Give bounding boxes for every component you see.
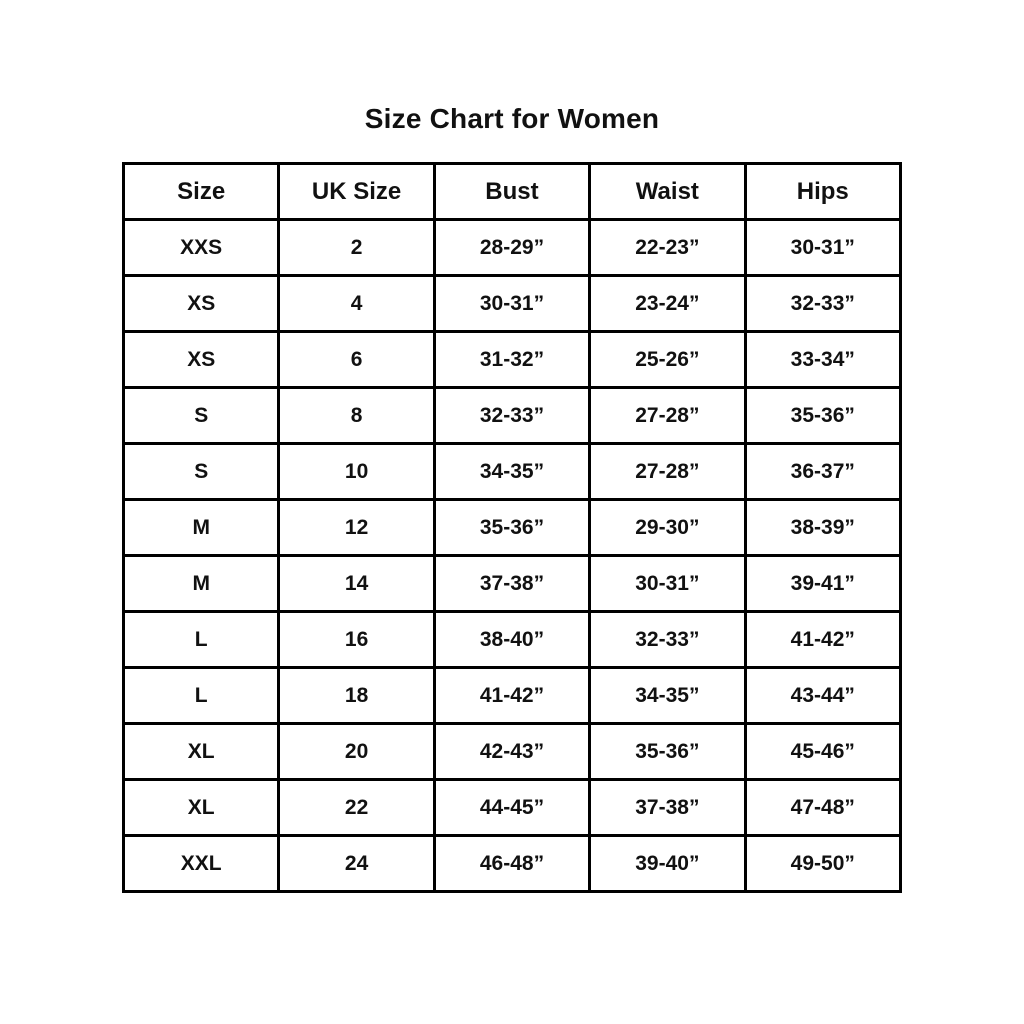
column-header-uk-size: UK Size	[279, 164, 434, 220]
table-row	[124, 836, 901, 892]
table-cell: 43-44”	[745, 668, 900, 724]
table-cell: 41-42”	[434, 668, 589, 724]
table-cell: 35-36”	[745, 388, 900, 444]
table-cell: S	[124, 444, 279, 500]
table-cell: 39-40”	[590, 836, 745, 892]
table-cell: 34-35”	[434, 444, 589, 500]
table-cell: L	[124, 668, 279, 724]
table-row	[124, 444, 901, 500]
table-cell: S	[124, 388, 279, 444]
column-header-waist: Waist	[590, 164, 745, 220]
table-row	[124, 668, 901, 724]
table-cell: 30-31”	[434, 276, 589, 332]
table-cell: XS	[124, 332, 279, 388]
table-row	[124, 724, 901, 780]
table-cell: L	[124, 612, 279, 668]
table-cell: 41-42”	[745, 612, 900, 668]
table-cell: M	[124, 556, 279, 612]
table-cell: 38-39”	[745, 500, 900, 556]
table-cell: 37-38”	[590, 780, 745, 836]
table-cell: 2	[279, 220, 434, 276]
table-cell: 30-31”	[590, 556, 745, 612]
table-cell: 32-33”	[745, 276, 900, 332]
table-row	[124, 780, 901, 836]
size-table-header	[124, 164, 901, 220]
table-cell: 33-34”	[745, 332, 900, 388]
table-cell: XS	[124, 276, 279, 332]
table-cell: XXL	[124, 836, 279, 892]
table-row	[124, 276, 901, 332]
table-cell: 30-31”	[745, 220, 900, 276]
table-cell: 46-48”	[434, 836, 589, 892]
table-cell: 16	[279, 612, 434, 668]
table-cell: 31-32”	[434, 332, 589, 388]
table-cell: 22-23”	[590, 220, 745, 276]
table-cell: 35-36”	[434, 500, 589, 556]
table-cell: 34-35”	[590, 668, 745, 724]
table-cell: XL	[124, 724, 279, 780]
table-cell: 6	[279, 332, 434, 388]
table-cell: M	[124, 500, 279, 556]
table-cell: 37-38”	[434, 556, 589, 612]
table-cell: 35-36”	[590, 724, 745, 780]
table-cell: 32-33”	[434, 388, 589, 444]
table-cell: 47-48”	[745, 780, 900, 836]
table-cell: 24	[279, 836, 434, 892]
table-cell: XXS	[124, 220, 279, 276]
table-cell: XL	[124, 780, 279, 836]
table-cell: 45-46”	[745, 724, 900, 780]
table-cell: 14	[279, 556, 434, 612]
table-cell: 10	[279, 444, 434, 500]
size-table-body	[124, 220, 901, 892]
column-header-size: Size	[124, 164, 279, 220]
table-cell: 12	[279, 500, 434, 556]
column-header-hips: Hips	[745, 164, 900, 220]
table-cell: 42-43”	[434, 724, 589, 780]
table-cell: 29-30”	[590, 500, 745, 556]
table-row	[124, 332, 901, 388]
table-row	[124, 500, 901, 556]
table-row	[124, 388, 901, 444]
table-cell: 4	[279, 276, 434, 332]
table-cell: 23-24”	[590, 276, 745, 332]
table-cell: 18	[279, 668, 434, 724]
table-row	[124, 556, 901, 612]
header-row	[124, 164, 901, 220]
table-cell: 32-33”	[590, 612, 745, 668]
table-cell: 49-50”	[745, 836, 900, 892]
table-row	[124, 612, 901, 668]
table-cell: 44-45”	[434, 780, 589, 836]
page-title: Size Chart for Women	[364, 103, 660, 134]
table-cell: 36-37”	[745, 444, 900, 500]
table-cell: 28-29”	[434, 220, 589, 276]
table-cell: 39-41”	[745, 556, 900, 612]
column-header-bust: Bust	[434, 164, 589, 220]
table-row	[124, 220, 901, 276]
table-cell: 8	[279, 388, 434, 444]
table-cell: 38-40”	[434, 612, 589, 668]
size-chart-table	[122, 162, 902, 893]
table-cell: 22	[279, 780, 434, 836]
table-cell: 27-28”	[590, 388, 745, 444]
table-cell: 27-28”	[590, 444, 745, 500]
table-cell: 25-26”	[590, 332, 745, 388]
table-cell: 20	[279, 724, 434, 780]
